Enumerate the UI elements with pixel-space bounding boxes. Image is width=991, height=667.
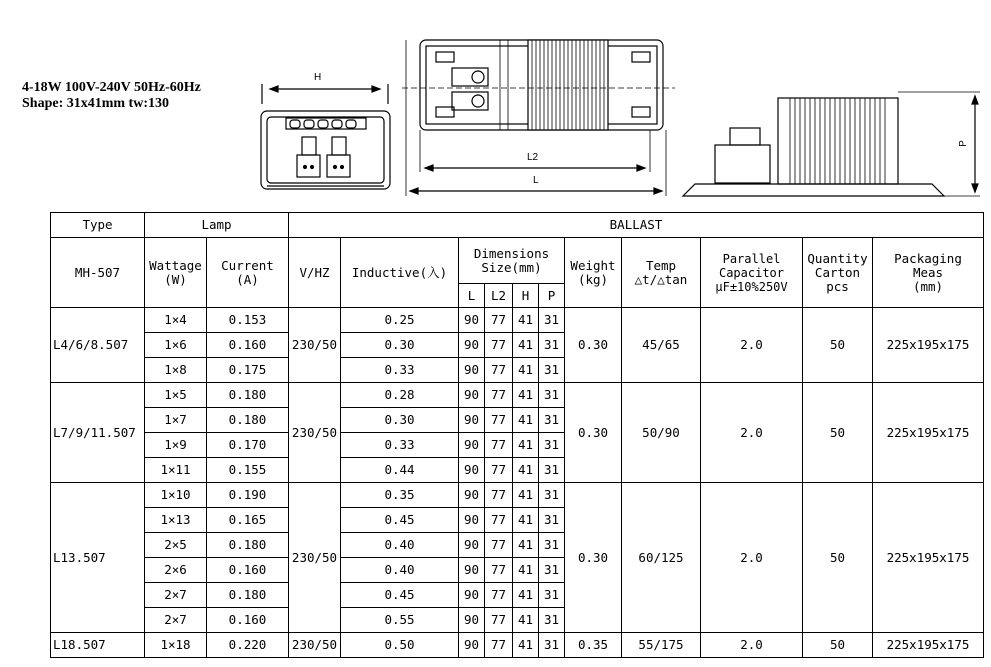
dim-l2-cell: 77 bbox=[485, 358, 513, 383]
header-ballast: BALLAST bbox=[289, 213, 984, 238]
dim-l-cell: 90 bbox=[459, 458, 485, 483]
weight-cell: 0.30 bbox=[565, 308, 622, 383]
packaging-cell: 225x195x175 bbox=[873, 633, 984, 658]
temp-cell: 50/90 bbox=[622, 383, 701, 483]
dim-l-cell: 90 bbox=[459, 358, 485, 383]
table-row bbox=[51, 383, 984, 408]
header-weight bbox=[565, 238, 622, 308]
table-row bbox=[51, 483, 984, 508]
wattage-cell: 2×6 bbox=[145, 558, 207, 583]
header-capacitor-line2: Capacitor bbox=[718, 265, 785, 280]
dim-l-cell: 90 bbox=[459, 633, 485, 658]
dim-p-cell: 31 bbox=[539, 408, 565, 433]
weight-cell: 0.35 bbox=[565, 633, 622, 658]
dim-l2-cell: 77 bbox=[485, 383, 513, 408]
dim-l2-cell: 77 bbox=[485, 558, 513, 583]
inductive-cell: 0.45 bbox=[341, 583, 459, 608]
type-cell: L18.507 bbox=[51, 633, 145, 658]
dimension-label-h: H bbox=[314, 72, 322, 83]
dim-l-cell: 90 bbox=[459, 333, 485, 358]
current-cell: 0.220 bbox=[207, 633, 289, 658]
header-dimensions bbox=[459, 238, 565, 284]
inductive-cell: 0.25 bbox=[341, 308, 459, 333]
dim-h-cell: 41 bbox=[513, 383, 539, 408]
dim-l2-cell: 77 bbox=[485, 483, 513, 508]
weight-cell: 0.30 bbox=[565, 383, 622, 483]
dim-l-cell: 90 bbox=[459, 408, 485, 433]
current-cell: 0.180 bbox=[207, 583, 289, 608]
header-dim-l2: L2 bbox=[485, 284, 513, 308]
quantity-cell: 50 bbox=[803, 483, 873, 633]
ballast-spec-table bbox=[50, 212, 984, 658]
table-row bbox=[51, 308, 984, 333]
spec-line-power: 4-18W 100V-240V 50Hz-60Hz bbox=[22, 80, 201, 95]
dim-l2-cell: 77 bbox=[485, 583, 513, 608]
wattage-cell: 1×18 bbox=[145, 633, 207, 658]
dim-l2-cell: 77 bbox=[485, 433, 513, 458]
inductive-cell: 0.33 bbox=[341, 358, 459, 383]
dim-h-cell: 41 bbox=[513, 333, 539, 358]
header-wattage-line1: Wattage bbox=[149, 257, 202, 273]
header-current-line2: (A) bbox=[236, 271, 259, 287]
header-quantity-line3: pcs bbox=[826, 278, 849, 294]
wattage-cell: 1×5 bbox=[145, 383, 207, 408]
dimension-label-l2: L2 bbox=[527, 152, 539, 163]
header-wattage bbox=[145, 238, 207, 308]
dim-h-cell: 41 bbox=[513, 633, 539, 658]
wattage-cell: 1×6 bbox=[145, 333, 207, 358]
current-cell: 0.160 bbox=[207, 558, 289, 583]
header-weight-line2: (kg) bbox=[577, 271, 609, 287]
wattage-cell: 1×11 bbox=[145, 458, 207, 483]
inductive-cell: 0.33 bbox=[341, 433, 459, 458]
header-wattage-line2: (W) bbox=[164, 271, 187, 287]
dim-p-cell: 31 bbox=[539, 533, 565, 558]
dim-p-cell: 31 bbox=[539, 358, 565, 383]
wattage-cell: 1×7 bbox=[145, 408, 207, 433]
vhz-cell: 230/50 bbox=[289, 308, 341, 383]
wattage-cell: 2×7 bbox=[145, 608, 207, 633]
dim-l2-cell: 77 bbox=[485, 533, 513, 558]
inductive-cell: 0.30 bbox=[341, 408, 459, 433]
dim-l-cell: 90 bbox=[459, 308, 485, 333]
wattage-cell: 1×13 bbox=[145, 508, 207, 533]
header-vhz: V/HZ bbox=[289, 238, 341, 308]
vhz-cell: 230/50 bbox=[289, 383, 341, 483]
header-dim-l: L bbox=[459, 284, 485, 308]
quantity-cell: 50 bbox=[803, 308, 873, 383]
header-dimensions-line2: Size(mm) bbox=[481, 259, 542, 275]
inductive-cell: 0.55 bbox=[341, 608, 459, 633]
dim-p-cell: 31 bbox=[539, 608, 565, 633]
header-packaging bbox=[873, 238, 984, 308]
header-dim-p: P bbox=[539, 284, 565, 308]
top-view-drawing bbox=[402, 40, 675, 196]
header-weight-line1: Weight bbox=[570, 257, 616, 273]
header-capacitor-line1: Parallel bbox=[722, 251, 781, 266]
dim-h-cell: 41 bbox=[513, 558, 539, 583]
header-quantity bbox=[803, 238, 873, 308]
dim-p-cell: 31 bbox=[539, 583, 565, 608]
dim-l2-cell: 77 bbox=[485, 458, 513, 483]
dim-p-cell: 31 bbox=[539, 308, 565, 333]
header-temp-line2: △t/△tan bbox=[634, 271, 688, 287]
wattage-cell: 2×7 bbox=[145, 583, 207, 608]
dim-l2-cell: 77 bbox=[485, 408, 513, 433]
current-cell: 0.190 bbox=[207, 483, 289, 508]
dim-l-cell: 90 bbox=[459, 483, 485, 508]
dim-p-cell: 31 bbox=[539, 483, 565, 508]
weight-cell: 0.30 bbox=[565, 483, 622, 633]
dim-l-cell: 90 bbox=[459, 383, 485, 408]
header-row-top bbox=[51, 213, 984, 238]
temp-cell: 55/175 bbox=[622, 633, 701, 658]
header-model: MH-507 bbox=[51, 238, 145, 308]
current-cell: 0.180 bbox=[207, 408, 289, 433]
wattage-cell: 1×9 bbox=[145, 433, 207, 458]
header-dim-h: H bbox=[513, 284, 539, 308]
dim-h-cell: 41 bbox=[513, 483, 539, 508]
dim-l2-cell: 77 bbox=[485, 308, 513, 333]
dim-h-cell: 41 bbox=[513, 533, 539, 558]
current-cell: 0.170 bbox=[207, 433, 289, 458]
wattage-cell: 2×5 bbox=[145, 533, 207, 558]
dim-h-cell: 41 bbox=[513, 358, 539, 383]
inductive-cell: 0.44 bbox=[341, 458, 459, 483]
packaging-cell: 225x195x175 bbox=[873, 483, 984, 633]
dim-l2-cell: 77 bbox=[485, 608, 513, 633]
vhz-cell: 230/50 bbox=[289, 483, 341, 633]
wattage-cell: 1×10 bbox=[145, 483, 207, 508]
header-current-line1: Current bbox=[221, 257, 274, 273]
technical-drawings bbox=[0, 0, 991, 210]
dim-l-cell: 90 bbox=[459, 508, 485, 533]
header-dimensions-line1: Dimensions bbox=[473, 245, 550, 261]
header-current bbox=[207, 238, 289, 308]
current-cell: 0.180 bbox=[207, 383, 289, 408]
dim-p-cell: 31 bbox=[539, 458, 565, 483]
wattage-cell: 1×4 bbox=[145, 308, 207, 333]
header-row-middle bbox=[51, 238, 984, 284]
dim-h-cell: 41 bbox=[513, 433, 539, 458]
inductive-cell: 0.40 bbox=[341, 558, 459, 583]
current-cell: 0.180 bbox=[207, 533, 289, 558]
capacitor-cell: 2.0 bbox=[701, 383, 803, 483]
packaging-cell: 225x195x175 bbox=[873, 308, 984, 383]
header-capacitor-line3: μF±10%250V bbox=[715, 279, 788, 294]
header-lamp: Lamp bbox=[145, 213, 289, 238]
capacitor-cell: 2.0 bbox=[701, 308, 803, 383]
dimension-label-p: P bbox=[957, 140, 969, 147]
current-cell: 0.160 bbox=[207, 333, 289, 358]
dim-l-cell: 90 bbox=[459, 533, 485, 558]
current-cell: 0.155 bbox=[207, 458, 289, 483]
header-packaging-line1: Packaging bbox=[894, 250, 962, 266]
dim-p-cell: 31 bbox=[539, 433, 565, 458]
inductive-cell: 0.45 bbox=[341, 508, 459, 533]
type-cell: L4/6/8.507 bbox=[51, 308, 145, 383]
inductive-cell: 0.30 bbox=[341, 333, 459, 358]
dim-p-cell: 31 bbox=[539, 633, 565, 658]
dim-h-cell: 41 bbox=[513, 408, 539, 433]
dim-p-cell: 31 bbox=[539, 383, 565, 408]
header-temp-line1: Temp bbox=[645, 257, 677, 273]
dim-l-cell: 90 bbox=[459, 433, 485, 458]
dim-p-cell: 31 bbox=[539, 508, 565, 533]
spec-line-shape: Shape: 31x41mm tw:130 bbox=[22, 96, 169, 111]
header-type: Type bbox=[51, 213, 145, 238]
header-temp bbox=[622, 238, 701, 308]
wattage-cell: 1×8 bbox=[145, 358, 207, 383]
current-cell: 0.153 bbox=[207, 308, 289, 333]
dim-h-cell: 41 bbox=[513, 458, 539, 483]
dim-l-cell: 90 bbox=[459, 558, 485, 583]
header-inductive: Inductive(入) bbox=[341, 238, 459, 308]
header-quantity-line2: Carton bbox=[814, 264, 861, 280]
temp-cell: 45/65 bbox=[622, 308, 701, 383]
type-cell: L7/9/11.507 bbox=[51, 383, 145, 483]
dim-h-cell: 41 bbox=[513, 583, 539, 608]
dim-l2-cell: 77 bbox=[485, 333, 513, 358]
capacitor-cell: 2.0 bbox=[701, 633, 803, 658]
inductive-cell: 0.35 bbox=[341, 483, 459, 508]
dim-h-cell: 41 bbox=[513, 608, 539, 633]
current-cell: 0.175 bbox=[207, 358, 289, 383]
inductive-cell: 0.40 bbox=[341, 533, 459, 558]
vhz-cell: 230/50 bbox=[289, 633, 341, 658]
end-view-drawing bbox=[261, 84, 390, 189]
side-view-drawing bbox=[683, 92, 980, 196]
dim-h-cell: 41 bbox=[513, 508, 539, 533]
table-row bbox=[51, 633, 984, 658]
dim-p-cell: 31 bbox=[539, 558, 565, 583]
dimension-label-l: L bbox=[533, 175, 539, 186]
dim-p-cell: 31 bbox=[539, 333, 565, 358]
dim-l-cell: 90 bbox=[459, 608, 485, 633]
dim-h-cell: 41 bbox=[513, 308, 539, 333]
header-capacitor bbox=[701, 238, 803, 308]
current-cell: 0.165 bbox=[207, 508, 289, 533]
current-cell: 0.160 bbox=[207, 608, 289, 633]
quantity-cell: 50 bbox=[803, 383, 873, 483]
capacitor-cell: 2.0 bbox=[701, 483, 803, 633]
inductive-cell: 0.28 bbox=[341, 383, 459, 408]
header-quantity-line1: Quantity bbox=[807, 250, 868, 266]
dim-l2-cell: 77 bbox=[485, 633, 513, 658]
dim-l2-cell: 77 bbox=[485, 508, 513, 533]
type-cell: L13.507 bbox=[51, 483, 145, 633]
quantity-cell: 50 bbox=[803, 633, 873, 658]
packaging-cell: 225x195x175 bbox=[873, 383, 984, 483]
header-packaging-line3: (mm) bbox=[912, 278, 944, 294]
inductive-cell: 0.50 bbox=[341, 633, 459, 658]
dim-l-cell: 90 bbox=[459, 583, 485, 608]
header-packaging-line2: Meas bbox=[912, 264, 944, 280]
temp-cell: 60/125 bbox=[622, 483, 701, 633]
